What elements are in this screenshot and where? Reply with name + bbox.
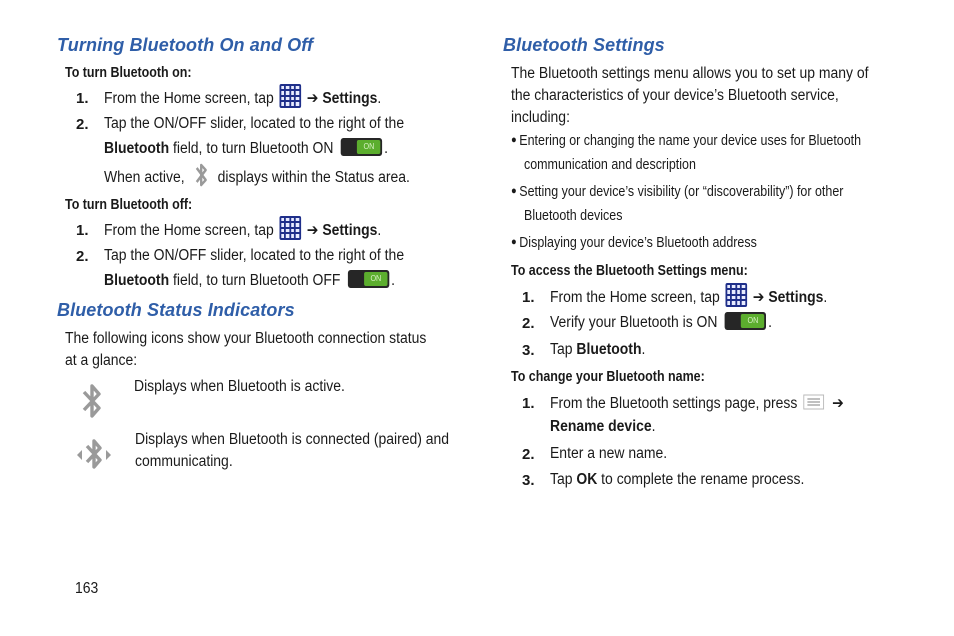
subheading-turn-on: To turn Bluetooth on: xyxy=(65,65,192,81)
bullet-item: ● Displaying your device’s Bluetooth address xyxy=(511,235,757,251)
paragraph: The following icons show your Bluetooth connection status xyxy=(65,330,427,347)
step-text: Tap Bluetooth. xyxy=(550,341,646,358)
heading-bluetooth-settings: Bluetooth Settings xyxy=(503,35,665,55)
step-number: 1. xyxy=(76,222,89,239)
indicator-description: Displays when Bluetooth is connected (paired) and xyxy=(135,431,450,448)
step-text: Tap the ON/OFF slider, located to the right of the xyxy=(104,115,405,132)
step-text: Tap OK to complete the rename process. xyxy=(550,471,805,488)
step-number: 3. xyxy=(522,472,535,489)
step-text: From the Home screen, tap ➔ Settings. xyxy=(104,221,381,240)
subheading-turn-off: To turn Bluetooth off: xyxy=(65,197,193,213)
page-number: 163 xyxy=(75,580,99,597)
toggle-on-icon: ON xyxy=(341,138,382,156)
step-text: From the Home screen, tap ➔ Settings. xyxy=(550,288,827,307)
step-number: 2. xyxy=(76,116,89,133)
menu-key-icon xyxy=(803,394,825,410)
indicator-description: communicating. xyxy=(135,453,233,470)
apps-grid-icon xyxy=(279,216,301,240)
step-number: 2. xyxy=(76,248,89,265)
paragraph: at a glance: xyxy=(65,352,138,369)
toggle-on-icon: ON xyxy=(725,312,766,330)
paragraph: including: xyxy=(511,109,570,126)
step-number: 3. xyxy=(522,342,535,359)
step-text: Tap the ON/OFF slider, located to the right of the xyxy=(104,247,405,264)
subheading-change-name: To change your Bluetooth name: xyxy=(511,369,705,385)
paragraph: the characteristics of your device’s Bluetooth service, xyxy=(511,87,839,104)
bluetooth-active-icon xyxy=(76,380,108,424)
step-number: 1. xyxy=(522,289,535,306)
step-number: 2. xyxy=(522,446,535,463)
apps-grid-icon xyxy=(279,84,301,108)
step-text: Bluetooth field, to turn Bluetooth ON ON . xyxy=(104,140,389,157)
step-text: Enter a new name. xyxy=(550,445,668,462)
step-text: From the Bluetooth settings page, press ➔ xyxy=(550,395,844,412)
indicator-description: Displays when Bluetooth is active. xyxy=(134,378,345,395)
bullet-item-cont: Bluetooth devices xyxy=(524,208,623,224)
heading-status-indicators: Bluetooth Status Indicators xyxy=(57,300,295,320)
toggle-on-icon: ON xyxy=(348,270,389,288)
bluetooth-connected-icon xyxy=(74,434,114,476)
bullet-item-cont: communication and description xyxy=(524,157,696,173)
subheading-access-settings: To access the Bluetooth Settings menu: xyxy=(511,263,748,279)
step-text: Verify your Bluetooth is ON ON . xyxy=(550,314,773,331)
bluetooth-icon xyxy=(189,160,214,190)
bullet-item: ● Setting your device’s visibility (or “discoverability”) for other xyxy=(511,184,844,200)
apps-grid-icon xyxy=(725,283,747,307)
step-text: From the Home screen, tap ➔ Settings. xyxy=(104,89,381,108)
heading-turning-bluetooth: Turning Bluetooth On and Off xyxy=(57,35,314,55)
step-number: 1. xyxy=(522,395,535,412)
paragraph: The Bluetooth settings menu allows you to set up many of xyxy=(511,65,869,82)
step-text: When active, displays within the Status area. xyxy=(104,166,410,190)
step-number: 2. xyxy=(522,315,535,332)
bullet-item: ● Entering or changing the name your device uses for Bluetooth xyxy=(511,133,862,149)
step-text: Rename device. xyxy=(550,418,656,435)
step-number: 1. xyxy=(76,90,89,107)
step-text: Bluetooth field, to turn Bluetooth OFF ON . xyxy=(104,272,396,289)
